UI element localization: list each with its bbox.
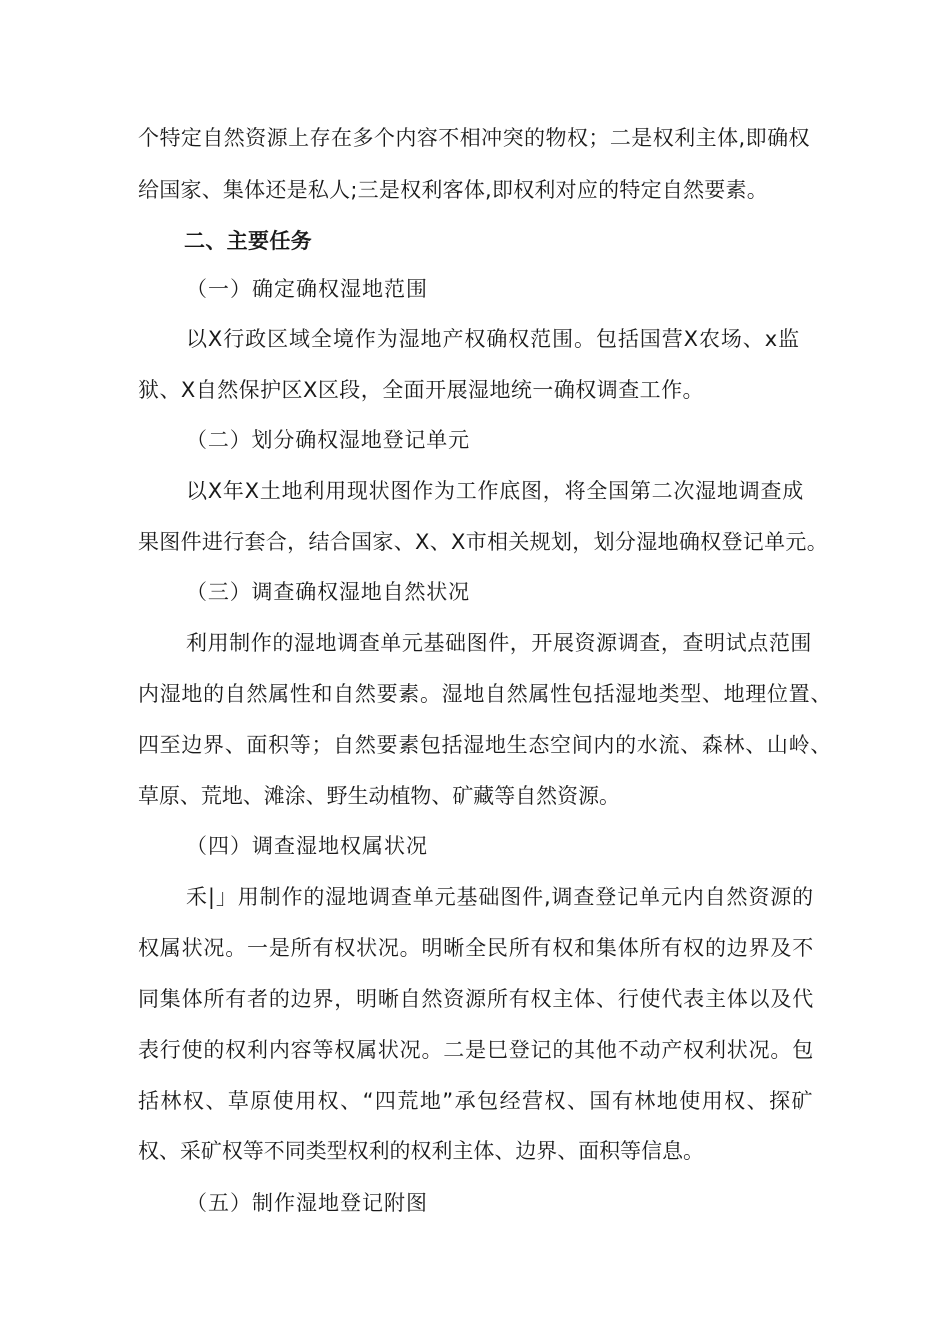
paragraph-line: 权属状况。一是所有权状况。明晰全民所有权和集体所有权的边界及不 <box>138 936 815 960</box>
paragraph-line: 以X年X土地利用现状图作为工作底图，将全国第二次湿地调查成 <box>186 479 804 503</box>
paragraph-line: 草原、荒地、滩涂、野生动植物、矿藏等自然资源。 <box>138 784 620 808</box>
subsection-heading: （四）调查湿地权属状况 <box>186 834 428 858</box>
paragraph-line: 同集体所有者的边界，明晰自然资源所有权主体、行使代表主体以及代 <box>138 987 815 1011</box>
subsection-heading: （五）制作湿地登记附图 <box>186 1191 428 1215</box>
paragraph-line: 表行使的权利内容等权属状况。二是巳登记的其他不动产权利状况。包 <box>138 1038 814 1062</box>
paragraph-line: 个特定自然资源上存在多个内容不相冲突的物权；二是权利主体,即确权 <box>138 126 811 150</box>
paragraph-line: 禾|」用制作的湿地调查单元基础图件,调查登记单元内自然资源的 <box>186 885 814 909</box>
paragraph-line: 以X行政区域全境作为湿地产权确权范围。包括国营X农场、x监 <box>186 327 800 351</box>
paragraph-line: 权、采矿权等不同类型权利的权利主体、边界、面积等信息。 <box>138 1139 704 1163</box>
paragraph-line: 给国家、集体还是私人;三是权利客体,即权利对应的特定自然要素。 <box>138 178 768 202</box>
paragraph-line: 四至边界、面积等；自然要素包括湿地生态空间内的水流、森林、山岭、 <box>138 733 832 757</box>
subsection-heading: （二）划分确权湿地登记单元 <box>186 428 470 452</box>
paragraph-line: 括林权、草原使用权、“四荒地”承包经营权、国有林地使用权、探矿 <box>138 1089 814 1113</box>
subsection-heading: （三）调查确权湿地自然状况 <box>186 580 470 604</box>
paragraph-line: 狱、X自然保护区X区段，全面开展湿地统一确权调查工作。 <box>138 378 704 402</box>
paragraph-line: 果图件进行套合，结合国家、X、X市相关规划，划分湿地确权登记单元。 <box>138 530 829 554</box>
paragraph-line: 内湿地的自然属性和自然要素。湿地自然属性包括湿地类型、地理位置、 <box>138 682 832 706</box>
subsection-heading: （一）确定确权湿地范围 <box>186 277 428 301</box>
section-heading: 二、主要任务 <box>184 229 312 253</box>
paragraph-line: 利用制作的湿地调查单元基础图件，开展资源调查，查明试点范围 <box>186 631 813 655</box>
